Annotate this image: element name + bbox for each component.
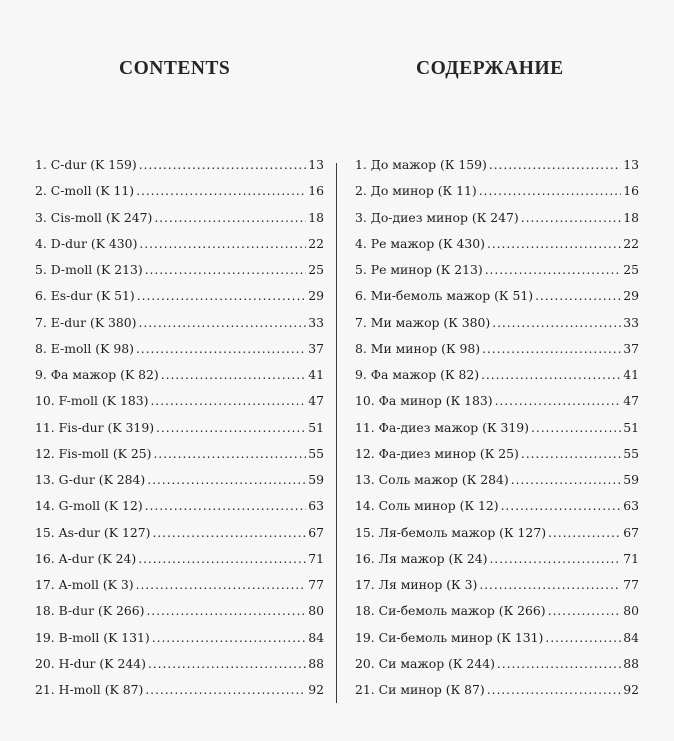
entry-page-number: 51 <box>623 419 639 435</box>
entry-page-number: 25 <box>308 262 324 277</box>
entry-title: 9. Фа мажор (К 82) <box>355 367 480 382</box>
dot-leader <box>139 236 306 251</box>
entry-title: 8. E-moll (K 98) <box>35 340 134 356</box>
dot-leader <box>139 315 307 330</box>
entry-title: 15. As-dur (K 127) <box>35 524 151 540</box>
dot-leader <box>487 682 621 697</box>
contents-entry <box>35 472 324 498</box>
entry-page-number: 37 <box>623 340 639 356</box>
entry-page-number: 18 <box>308 209 324 225</box>
entry-title: 1. До мажор (К 159) <box>355 157 487 172</box>
entry-title: 13. G-dur (K 284) <box>35 472 146 487</box>
entry-page-number: 22 <box>308 235 324 251</box>
entry-page-number: 13 <box>308 157 324 172</box>
contents-entry <box>355 682 639 708</box>
contents-entry <box>35 420 324 446</box>
dot-leader <box>153 446 306 461</box>
entry-page-number: 77 <box>308 577 324 592</box>
dot-leader <box>535 288 621 303</box>
entry-title: 12. Fis-moll (K 25) <box>35 445 152 461</box>
contents-entry <box>355 183 639 209</box>
entry-page-number: 80 <box>308 603 324 619</box>
contents-entry <box>355 577 639 603</box>
entry-title: 2. До минор (К 11) <box>355 183 477 199</box>
contents-entry <box>355 157 639 183</box>
dot-leader <box>489 551 621 566</box>
dot-leader <box>137 288 306 303</box>
dot-leader <box>548 525 621 540</box>
entry-title: 4. Ре мажор (К 430) <box>355 235 485 251</box>
contents-entry <box>35 630 324 656</box>
entry-page-number: 92 <box>623 682 639 697</box>
contents-entry <box>35 315 324 341</box>
contents-entry <box>35 682 324 708</box>
entry-page-number: 22 <box>623 235 639 251</box>
entry-title: 18. B-dur (K 266) <box>35 603 145 619</box>
entry-title: 2. C-moll (K 11) <box>35 183 135 199</box>
entry-page-number: 71 <box>623 550 639 566</box>
entry-title: 5. D-moll (K 213) <box>35 262 143 277</box>
dot-leader <box>147 472 306 487</box>
contents-entry <box>35 577 324 603</box>
entry-title: 14. G-moll (K 12) <box>35 498 143 514</box>
entry-page-number: 63 <box>623 498 639 514</box>
dot-leader <box>145 682 306 697</box>
entry-title: 8. Ми минор (К 98) <box>355 340 481 356</box>
contents-list-ru <box>355 157 639 708</box>
entry-title: 3. Cis-moll (K 247) <box>35 209 153 225</box>
dot-leader <box>148 656 306 671</box>
contents-heading-ru: СОДЕРЖАНИЕ <box>416 58 564 79</box>
dot-leader <box>136 341 306 356</box>
entry-title: 15. Ля-бемоль мажор (К 127) <box>355 524 547 540</box>
contents-entry <box>35 656 324 682</box>
entry-page-number: 33 <box>623 314 639 330</box>
contents-entry <box>355 603 639 629</box>
dot-leader <box>485 262 622 277</box>
contents-heading-en: CONTENTS <box>119 58 231 79</box>
entry-title: 13. Соль мажор (К 284) <box>355 472 509 487</box>
entry-title: 20. Си мажор (К 244) <box>355 655 495 671</box>
entry-title: 20. H-dur (K 244) <box>35 655 146 671</box>
dot-leader <box>136 577 307 592</box>
dot-leader <box>145 262 307 277</box>
entry-title: 19. B-moll (K 131) <box>35 629 150 645</box>
entry-title: 7. Ми мажор (К 380) <box>355 314 491 330</box>
entry-title: 6. Es-dur (K 51) <box>35 288 135 304</box>
contents-entry <box>355 236 639 262</box>
contents-entry <box>35 262 324 288</box>
contents-entry <box>35 551 324 577</box>
entry-title: 10. Фа минор (К 183) <box>355 393 493 409</box>
dot-leader <box>521 210 621 225</box>
entry-page-number: 84 <box>308 629 324 645</box>
dot-leader <box>492 315 621 330</box>
dot-leader <box>511 472 621 487</box>
entry-page-number: 88 <box>623 655 639 671</box>
entry-page-number: 37 <box>308 340 324 356</box>
entry-page-number: 55 <box>623 445 639 461</box>
contents-entry <box>35 446 324 472</box>
contents-entry <box>35 498 324 524</box>
entry-title: 4. D-dur (K 430) <box>35 235 138 251</box>
contents-entry <box>355 315 639 341</box>
contents-entry <box>355 210 639 236</box>
dot-leader <box>489 157 621 172</box>
contents-entry <box>355 551 639 577</box>
entry-page-number: 55 <box>308 445 324 461</box>
contents-entry <box>35 603 324 629</box>
dot-leader <box>497 656 621 671</box>
contents-entry <box>35 210 324 236</box>
contents-entry <box>355 498 639 524</box>
entry-page-number: 16 <box>308 183 324 199</box>
entry-page-number: 33 <box>308 314 324 330</box>
dot-leader <box>479 577 621 592</box>
entry-title: 10. F-moll (K 183) <box>35 393 149 409</box>
entry-page-number: 77 <box>623 577 639 592</box>
entry-page-number: 92 <box>308 682 324 697</box>
dot-leader <box>152 525 306 540</box>
dot-leader <box>482 341 621 356</box>
dot-leader <box>139 157 307 172</box>
contents-entry <box>35 341 324 367</box>
entry-page-number: 25 <box>623 262 639 277</box>
entry-title: 16. Ля мажор (К 24) <box>355 550 488 566</box>
dot-leader <box>481 367 621 382</box>
dot-leader <box>487 236 621 251</box>
entry-page-number: 80 <box>623 603 639 619</box>
entry-title: 11. Фа-диез мажор (К 319) <box>355 419 530 435</box>
entry-page-number: 71 <box>308 550 324 566</box>
entry-page-number: 63 <box>308 498 324 514</box>
dot-leader <box>152 630 306 645</box>
contents-entry <box>35 183 324 209</box>
entry-page-number: 18 <box>623 209 639 225</box>
dot-leader <box>479 183 622 198</box>
dot-leader <box>156 420 306 435</box>
entry-title: 21. Си минор (К 87) <box>355 682 485 697</box>
contents-list-en <box>35 157 324 708</box>
entry-page-number: 29 <box>308 288 324 304</box>
contents-entry <box>35 236 324 262</box>
entry-page-number: 67 <box>308 524 324 540</box>
entry-title: 1. C-dur (K 159) <box>35 157 137 172</box>
entry-page-number: 41 <box>308 367 324 382</box>
dot-leader <box>548 603 622 618</box>
entry-title: 6. Ми-бемоль мажор (К 51) <box>355 288 534 304</box>
contents-entry <box>355 262 639 288</box>
dot-leader <box>501 498 622 513</box>
dot-leader <box>521 446 621 461</box>
entry-page-number: 88 <box>308 655 324 671</box>
entry-page-number: 59 <box>308 472 324 487</box>
dot-leader <box>145 498 307 513</box>
contents-entry <box>355 446 639 472</box>
column-divider <box>336 163 337 703</box>
contents-entry <box>355 630 639 656</box>
contents-entry <box>355 420 639 446</box>
dot-leader <box>531 420 621 435</box>
entry-page-number: 67 <box>623 524 639 540</box>
entry-title: 3. До-диез минор (К 247) <box>355 209 519 225</box>
contents-entry <box>355 472 639 498</box>
contents-entry <box>35 525 324 551</box>
entry-title: 7. E-dur (K 380) <box>35 314 137 330</box>
dot-leader <box>161 367 306 382</box>
entry-page-number: 84 <box>623 629 639 645</box>
entry-page-number: 59 <box>623 472 639 487</box>
entry-page-number: 47 <box>623 393 639 409</box>
contents-entry <box>35 157 324 183</box>
entry-title: 14. Соль минор (К 12) <box>355 498 499 514</box>
entry-title: 19. Си-бемоль минор (К 131) <box>355 629 544 645</box>
entry-title: 12. Фа-диез минор (К 25) <box>355 445 519 461</box>
entry-page-number: 47 <box>308 393 324 409</box>
contents-entry <box>35 288 324 314</box>
dot-leader <box>495 393 622 408</box>
entry-title: 18. Си-бемоль мажор (К 266) <box>355 603 546 619</box>
entry-title: 21. H-moll (K 87) <box>35 682 144 697</box>
entry-title: 17. A-moll (K 3) <box>35 577 134 592</box>
entry-page-number: 41 <box>623 367 639 382</box>
entry-title: 9. Фа мажор (K 82) <box>35 367 159 382</box>
entry-page-number: 16 <box>623 183 639 199</box>
dot-leader <box>545 630 621 645</box>
entry-page-number: 29 <box>623 288 639 304</box>
entry-page-number: 51 <box>308 419 324 435</box>
dot-leader <box>136 183 306 198</box>
contents-entry <box>35 393 324 419</box>
entry-title: 17. Ля минор (К 3) <box>355 577 478 592</box>
dot-leader <box>146 603 306 618</box>
contents-entry <box>35 367 324 393</box>
contents-entry <box>355 656 639 682</box>
contents-entry <box>355 393 639 419</box>
entry-title: 16. A-dur (K 24) <box>35 550 137 566</box>
entry-title: 5. Ре минор (К 213) <box>355 262 483 277</box>
contents-entry <box>355 341 639 367</box>
dot-leader <box>154 210 306 225</box>
contents-entry <box>355 288 639 314</box>
contents-entry <box>355 525 639 551</box>
dot-leader <box>150 393 306 408</box>
entry-title: 11. Fis-dur (K 319) <box>35 419 155 435</box>
contents-entry <box>355 367 639 393</box>
entry-page-number: 13 <box>623 157 639 172</box>
dot-leader <box>138 551 306 566</box>
